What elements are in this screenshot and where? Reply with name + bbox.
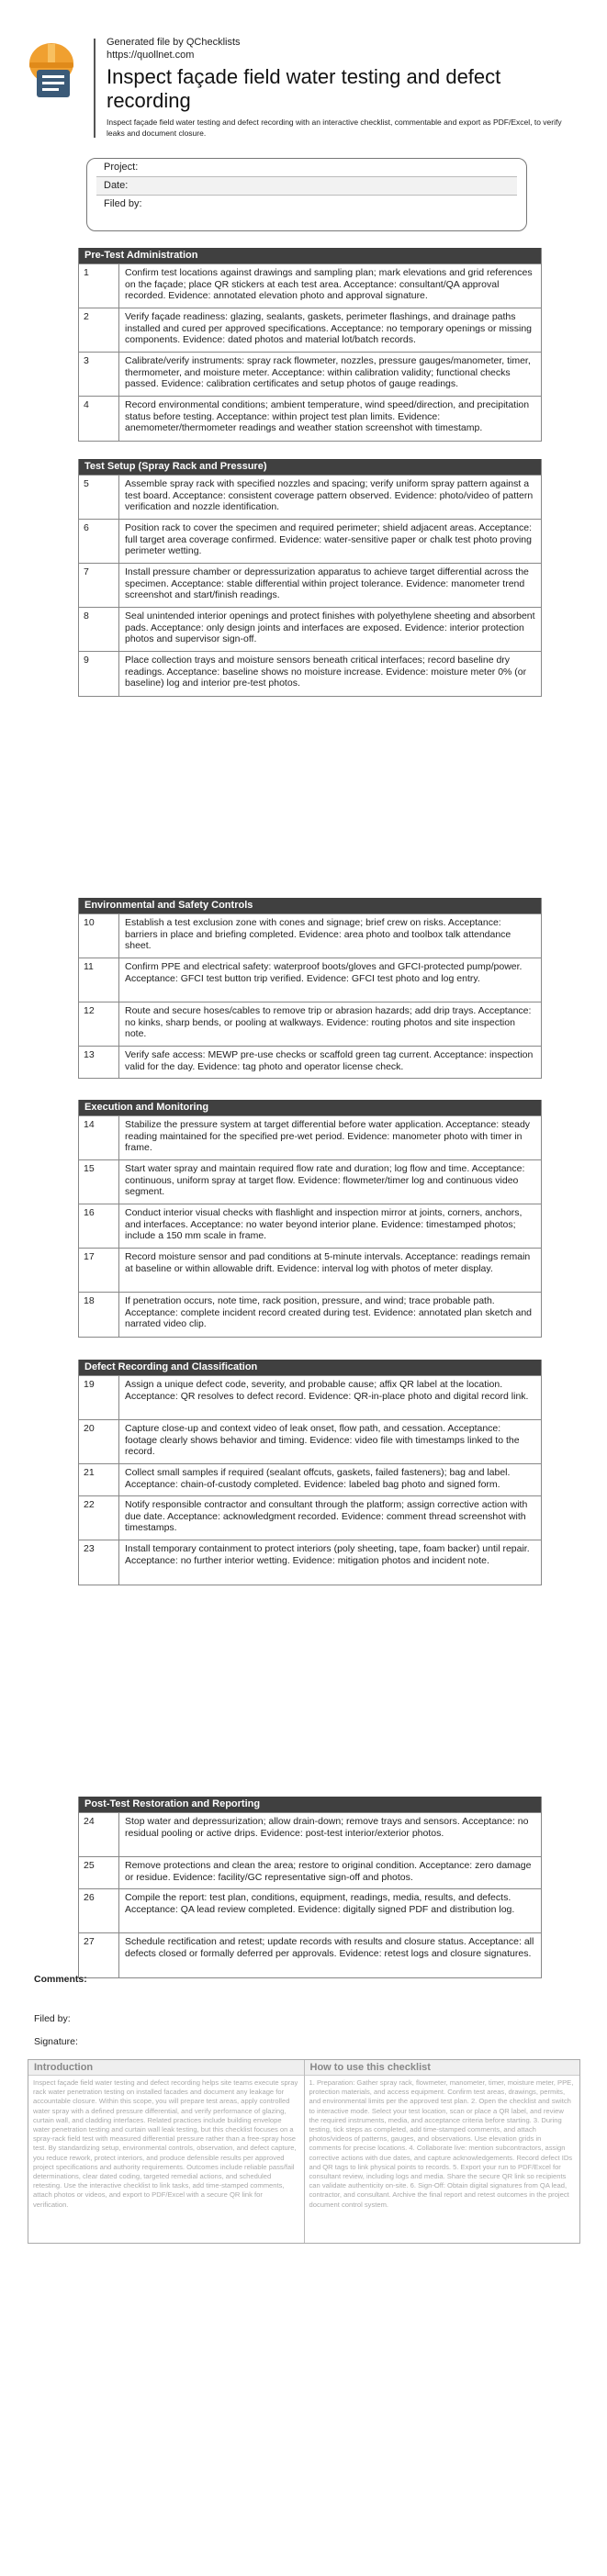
generated-by: Generated file by QChecklists [107, 37, 241, 48]
header-divider [94, 39, 96, 138]
checklist-row[interactable] [79, 396, 541, 441]
checklist-row[interactable] [79, 1419, 541, 1463]
intro-howto-panel [28, 2059, 580, 2244]
item-number: 1 [79, 264, 119, 308]
checklist-row[interactable] [79, 519, 541, 563]
item-text: Install pressure chamber or depressurization apparatus to achieve target differential across the specimen. Acceptance: stable differential within project tolerance. Evidence: manometer trend screenshot and start/finish readings. [125, 566, 529, 600]
checklist-row[interactable] [79, 1856, 541, 1888]
checklist-row[interactable] [79, 1159, 541, 1204]
item-text: Route and secure hoses/cables to remove trip or abrasion hazards; add drip trays. Acceptance: no kinks, sharp bends, or pooling at walkways. Evidence: routing photos and site inspection note. [125, 1005, 532, 1039]
section-title: Pre-Test Administration [79, 248, 541, 263]
checklist-row[interactable] [79, 1002, 541, 1046]
item-number: 19 [79, 1376, 119, 1419]
item-number: 17 [79, 1249, 119, 1292]
item-number: 24 [79, 1813, 119, 1856]
introduction-text: Inspect façade field water testing and defect recording helps site teams execute spray rack water penetration testing on installed facades and document any leakage for accountable closure. Within this scope, you will prepare test areas, apply controlled water spray with a defined pressure differential, and verify performance of glazing, curtain wall, and cladding interfaces. Related practices include building envelope water penetration testing and curtain wall leak testing, but this checklist focuses on a spray-rack field test with measured differential pressure rather than a free-spray hose test. By standardizing setup, environmental controls, observation, and defect capture, you reduce rework, protect interiors, and produce defensible results per approved project specifications and authority requirements. Outcomes include reliable pass/fail determinations, clear dated coding, targeted remedial actions, and scheduled retesting. Use the interactive checklist to link tasks, add time-stamped comments, attach photos or videos, and export to PDF/Excel with a secure QR link for verification. [33, 2078, 298, 2209]
checklist-row[interactable] [79, 958, 541, 1002]
introduction-column [28, 2060, 304, 2243]
howto-text: 1. Preparation: Gather spray rack, flowmeter, manometer, timer, moisture meter, PPE, protection materials, and access equipment. Confirm test areas, drawings, permits, and environmental limits per the approved test plan. 2. Open the checklist and switch to interactive mode. Select your test location, scan or place a QR label, and review the required instruments, media, and acceptance criteria before starting. 3. During testing, tick steps as completed, add time-stamped comments, and attach photos/videos of patterns, gauges, and observations. Use elevation grids in comments for precise locations. 4. Collaborate live: mention subcontractors, assign corrective actions with due dates, and capture acknowledgements. Record defect IDs and QR tags to link physical points to records. 5. Export your run to PDF/Excel for consultant review, including logs and media. Share the secure QR link so recipients can validate authenticity on-site. 6. Sign-Off: Obtain digital signatures from QA lead, contractor, and consultant. Archive the final report and retest outcomes in the project document control system. [309, 2078, 574, 2209]
section-test-setup [78, 459, 542, 697]
section-title: Execution and Monitoring [79, 1100, 541, 1115]
item-number: 3 [79, 353, 119, 396]
project-field[interactable] [96, 159, 517, 177]
item-text: Place collection trays and moisture sensors beneath critical interfaces; record baseline dry readings. Acceptance: baseline shows no moisture increase. Evidence: moisture meter 0% (or baseline) log and interior pre-test photos. [125, 655, 527, 689]
item-number: 6 [79, 520, 119, 563]
section-execution-monitoring [78, 1100, 542, 1338]
checklist-row[interactable] [79, 1540, 541, 1585]
checklist-row[interactable] [79, 563, 541, 607]
item-number: 22 [79, 1496, 119, 1540]
item-text: Assign a unique defect code, severity, and probable cause; affix QR label at the location. Acceptance: QR resolves to defect record. Evidence: QR-in-place photo and digital record link. [125, 1379, 529, 1402]
item-text: Conduct interior visual checks with flashlight and inspection mirror at joints, corners, anchors, and interfaces. Acceptance: no water beyond interior plane. Evidence: timestamped photos; include a 150 mm scale in frame. [125, 1207, 523, 1241]
project-label: Project: [104, 162, 139, 173]
item-text: Schedule rectification and retest; update records with results and closure status. Acceptance: all defects closed or formally deferred per approvals. Evidence: retest logs and closure signatures. [125, 1936, 534, 1959]
item-text: Assemble spray rack with specified nozzles and spacing; verify uniform spray pattern against a test board. Acceptance: consistent coverage pattern observed. Evidence: photo/video of pattern verification and nozzle identification. [125, 478, 534, 512]
checklist-row[interactable] [79, 1888, 541, 1932]
item-number: 26 [79, 1889, 119, 1932]
hardhat-checklist-icon [28, 39, 79, 99]
item-text: Confirm test locations against drawings and sampling plan; mark elevations and grid references on the façade; place QR stickers at each test area. Acceptance: consultant/QA approval recorded. Evidence: annotated elevation photo and approval signature. [125, 267, 533, 301]
item-text: Establish a test exclusion zone with cones and signage; brief crew on risks. Acceptance: barriers in place and briefing completed. Evidence: area photo and toolbox talk attendance sheet. [125, 917, 511, 951]
footer-filed-by-label: Filed by: [34, 2013, 71, 2024]
checklist-row[interactable] [79, 1292, 541, 1337]
item-text: If penetration occurs, note time, rack position, pressure, and wind; trace probable path. Acceptance: complete incident record created during test. Evidence: annotated plan sketch and narrated video clip. [125, 1295, 533, 1329]
item-text: Notify responsible contractor and consultant through the platform; assign corrective action with due date. Acceptance: acknowledgment recorded. Evidence: comment thread screenshot with timestamps. [125, 1499, 528, 1533]
item-number: 13 [79, 1047, 119, 1078]
section-defect-recording [78, 1360, 542, 1585]
item-text: Remove protections and clean the area; restore to original condition. Acceptance: zero damage or residue. Evidence: facility/GC representative sign-off and photos. [125, 1860, 532, 1883]
signature-label: Signature: [34, 2036, 78, 2047]
item-text: Confirm PPE and electrical safety: waterproof boots/gloves and GFCI-protected pump/power. Acceptance: GFCI test button trip verified. Evidence: GFCI test photo and log entry. [125, 961, 523, 984]
site-link[interactable]: https://quollnet.com [107, 50, 195, 61]
section-title: Defect Recording and Classification [79, 1360, 541, 1375]
item-number: 21 [79, 1464, 119, 1495]
item-number: 16 [79, 1204, 119, 1248]
item-text: Install temporary containment to protect interiors (poly sheeting, tape, foam backer) until repair. Acceptance: no further interior wetting. Evidence: mitigation photos and incident note. [125, 1543, 530, 1566]
item-number: 7 [79, 564, 119, 607]
item-number: 11 [79, 958, 119, 1002]
item-text: Record moisture sensor and pad conditions at 5-minute intervals. Acceptance: readings remain at baseline or within allowable drift. Evidence: interval log with photos of meter display. [125, 1251, 531, 1274]
item-number: 15 [79, 1160, 119, 1204]
checklist-row[interactable] [79, 308, 541, 352]
comments-label: Comments: [34, 1974, 87, 1985]
howto-title: How to use this checklist [305, 2060, 580, 2076]
item-number: 2 [79, 308, 119, 352]
filed-by-label: Filed by: [104, 198, 142, 209]
item-number: 14 [79, 1116, 119, 1159]
checklist-row[interactable] [79, 607, 541, 651]
checklist-row[interactable] [79, 1248, 541, 1292]
checklist-row[interactable] [79, 1204, 541, 1248]
item-number: 25 [79, 1857, 119, 1888]
page-description: Inspect façade field water testing and defect recording with an interactive checklist, commentable and export as PDF/Excel, to verify leaks and document closure. [107, 118, 562, 138]
checklist-row[interactable] [79, 913, 541, 958]
checklist-row[interactable] [79, 263, 541, 308]
checklist-row[interactable] [79, 1375, 541, 1419]
item-text: Capture close-up and context video of leak onset, flow path, and cessation. Acceptance: footage clearly shows behavior and timing. Evidence: video file with timestamps linked to the record. [125, 1423, 520, 1457]
item-text: Collect small samples if required (sealant offcuts, gaskets, failed fasteners); bag and label. Acceptance: chain-of-custody completed. Evidence: labeled bag photo and signed form. [125, 1467, 511, 1490]
item-text: Position rack to cover the specimen and required perimeter; shield adjacent areas. Acceptance: full target area coverage confirmed. Evidence: water-sensitive paper or chalk test photo proving perimeter wetting. [125, 522, 532, 556]
date-label: Date: [104, 180, 129, 191]
checklist-row[interactable] [79, 475, 541, 519]
item-text: Calibrate/verify instruments: spray rack flowmeter, nozzles, pressure gauges/manometer, timer, thermometer, and moisture meter. Acceptance: within calibration validity; functional checks passed. Evidence: calibration certificates and setup photos of gauge readings. [125, 355, 531, 389]
section-environmental-safety [78, 898, 542, 1079]
checklist-row[interactable] [79, 1046, 541, 1078]
item-text: Verify façade readiness: glazing, sealants, gaskets, perimeter flashings, and drainage paths installed and cured per approved specifications. Acceptance: no temporary openings or missing components. Evidence: dated photos and material lot/batch records. [125, 311, 533, 345]
item-text: Seal unintended interior openings and protect finishes with polyethylene sheeting and absorbent pads. Acceptance: only design joints and interfaces are exposed. Evidence: interior protection photos and supervisor sign-off. [125, 610, 535, 644]
item-text: Stabilize the pressure system at target differential before water application. Acceptance: steady reading maintained for the specified pre-wet period. Evidence: manometer photo with timer in frame. [125, 1119, 531, 1153]
item-number: 10 [79, 914, 119, 958]
section-title: Test Setup (Spray Rack and Pressure) [79, 459, 541, 475]
item-number: 5 [79, 476, 119, 519]
filed-by-field[interactable] [96, 196, 517, 213]
item-number: 12 [79, 1002, 119, 1046]
item-text: Compile the report: test plan, conditions, equipment, readings, media, results, and defects. Acceptance: QA lead review completed. Evidence: digitally signed PDF and distribution log. [125, 1892, 515, 1915]
project-info-box [86, 158, 527, 231]
item-text: Stop water and depressurization; allow drain-down; remove trays and sensors. Acceptance: no residual pooling or active drips. Evidence: post-test interior/exterior photos. [125, 1816, 529, 1839]
item-number: 27 [79, 1933, 119, 1977]
item-number: 23 [79, 1540, 119, 1585]
item-number: 18 [79, 1293, 119, 1337]
checklist-row[interactable] [79, 1115, 541, 1159]
date-field[interactable] [96, 177, 517, 196]
item-number: 9 [79, 652, 119, 696]
item-number: 20 [79, 1420, 119, 1463]
document-header [28, 35, 579, 145]
checklist-row[interactable] [79, 1495, 541, 1540]
checklist-row[interactable] [79, 1463, 541, 1495]
item-number: 4 [79, 397, 119, 441]
howto-column [304, 2060, 580, 2243]
section-post-test-restoration [78, 1797, 542, 1978]
page-title: Inspect façade field water testing and defect recording [107, 65, 501, 112]
checklist-row[interactable] [79, 651, 541, 696]
checklist-row[interactable] [79, 1932, 541, 1977]
section-title: Post-Test Restoration and Reporting [79, 1797, 541, 1812]
item-text: Start water spray and maintain required flow rate and duration; log flow and time. Acceptance: continuous, uniform spray at target flow. Evidence: flowmeter/timer log and continuous video segment. [125, 1163, 525, 1197]
introduction-title: Introduction [28, 2060, 304, 2076]
item-text: Verify safe access: MEWP pre-use checks or scaffold green tag current. Acceptance: inspection valid for the day. Evidence: tag photo and operator license check. [125, 1049, 534, 1072]
section-pre-test-administration [78, 248, 542, 442]
item-number: 8 [79, 608, 119, 651]
item-text: Record environmental conditions; ambient temperature, wind speed/direction, and precipitation status before testing. Acceptance: within project test plan limits. Evidence: anemometer/thermometer readings and weather station screenshot with timestamp. [125, 399, 530, 433]
checklist-row[interactable] [79, 1812, 541, 1856]
checklist-row[interactable] [79, 352, 541, 396]
section-title: Environmental and Safety Controls [79, 898, 541, 913]
